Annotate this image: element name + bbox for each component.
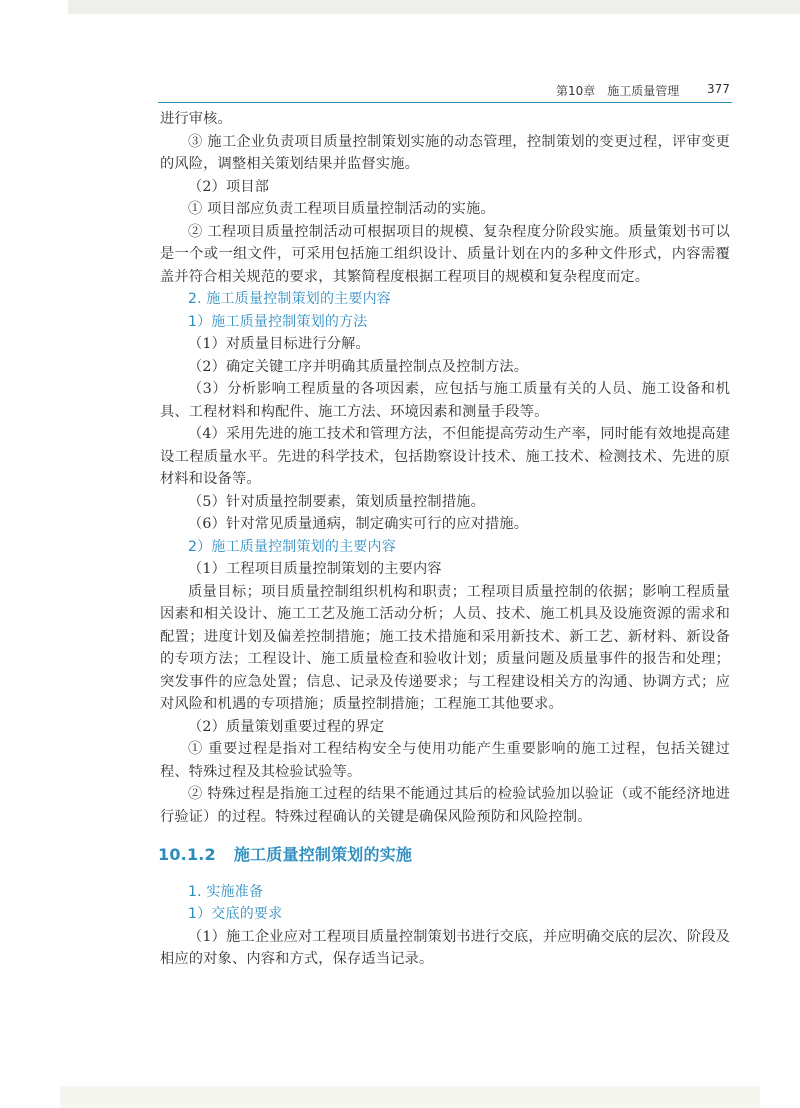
paragraph: ② 特殊过程是指施工过程的结果不能通过其后的检验试验加以验证（或不能经济地进行验证）的过程。特殊过程确认的关键是确保风险预防和风险控制。	[160, 786, 730, 825]
paragraph: ① 重要过程是指对工程结构安全与使用功能产生重要影响的施工过程，包括关键过程、特殊过程及其检验试验等。	[160, 741, 730, 780]
running-header	[0, 78, 730, 98]
paragraph: 进行审核。	[160, 111, 232, 127]
paragraph: ② 工程项目质量控制活动可根据项目的规模、复杂程度分阶段实施。质量策划书可以是一个或一组文件，可采用包括施工组织设计、质量计划在内的多种文件形式，内容需覆盖并符合相关规范的要求，其繁简程度根据工程项目的规模和复杂程度而定。	[160, 223, 730, 285]
paragraph: ① 项目部应负责工程项目质量控制活动的实施。	[188, 201, 495, 217]
section-number: 10.1.2	[158, 845, 216, 864]
subheading: 2）施工质量控制策划的主要内容	[188, 538, 396, 555]
paragraph: （2）确定关键工序并明确其质量控制点及控制方法。	[188, 358, 529, 375]
paragraph: （6）针对常见质量通病，制定确实可行的应对措施。	[188, 516, 529, 532]
paragraph: （2）质量策划重要过程的界定	[188, 718, 385, 735]
paragraph: ③ 施工企业负责项目质量控制策划实施的动态管理，控制策划的变更过程，评审变更的风险，调整相关策划结果并监督实施。	[160, 133, 730, 172]
paragraph: （5）针对质量控制要素，策划质量控制措施。	[188, 493, 485, 510]
page-number: 377	[707, 82, 730, 96]
chapter-title: 第10章 施工质量管理	[556, 84, 680, 98]
paragraph: （1）工程项目质量控制策划的主要内容	[188, 561, 442, 577]
paragraph: （1）施工企业应对工程项目质量控制策划书进行交底，并应明确交底的层次、阶段及相应的对象、内容和方式，保存适当记录。	[160, 928, 730, 967]
page-body	[160, 108, 730, 971]
subheading: 1. 实施准备	[188, 883, 264, 900]
subheading: 1）交底的要求	[188, 906, 283, 922]
paragraph: （3）分析影响工程质量的各项因素，应包括与施工质量有关的人员、施工设备和机具、工程材料和构配件、施工方法、环境因素和测量手段等。	[160, 381, 730, 420]
paragraph: （2）项目部	[188, 178, 270, 195]
paragraph: （4）采用先进的施工技术和管理方法，不但能提高劳动生产率，同时能有效地提高建设工程质量水平。先进的科学技术，包括勘察设计技术、施工技术、检测技术、先进的原材料和设备等。	[160, 426, 730, 487]
section-heading	[160, 844, 730, 867]
paragraph: （1）对质量目标进行分解。	[188, 336, 370, 352]
scan-top-edge	[68, 0, 800, 14]
header-rule	[158, 102, 732, 103]
paragraph: 质量目标；项目质量控制组织机构和职责；工程项目质量控制的依据；影响工程质量因素和相关设计、施工工艺及施工活动分析；人员、技术、施工机具及设施资源的需求和配置；进度计划及偏差控制措施；施工技术措施和采用新技术、新工艺、新材料、新设备的专项方法；工程设计、施工质量检查和验收计划；质量问题及质量事件的报告和处理；突发事件的应急处置；信息、记录及传递要求；与工程建设相关方的沟通、协调方式；应对风险和机遇的专项措施；质量控制措施；工程施工其他要求。	[160, 583, 730, 712]
subheading: 1）施工质量控制策划的方法	[188, 313, 368, 330]
section-title: 施工质量控制策划的实施	[233, 845, 413, 864]
subheading: 2. 施工质量控制策划的主要内容	[188, 291, 392, 307]
scan-bottom-edge	[60, 1086, 760, 1108]
